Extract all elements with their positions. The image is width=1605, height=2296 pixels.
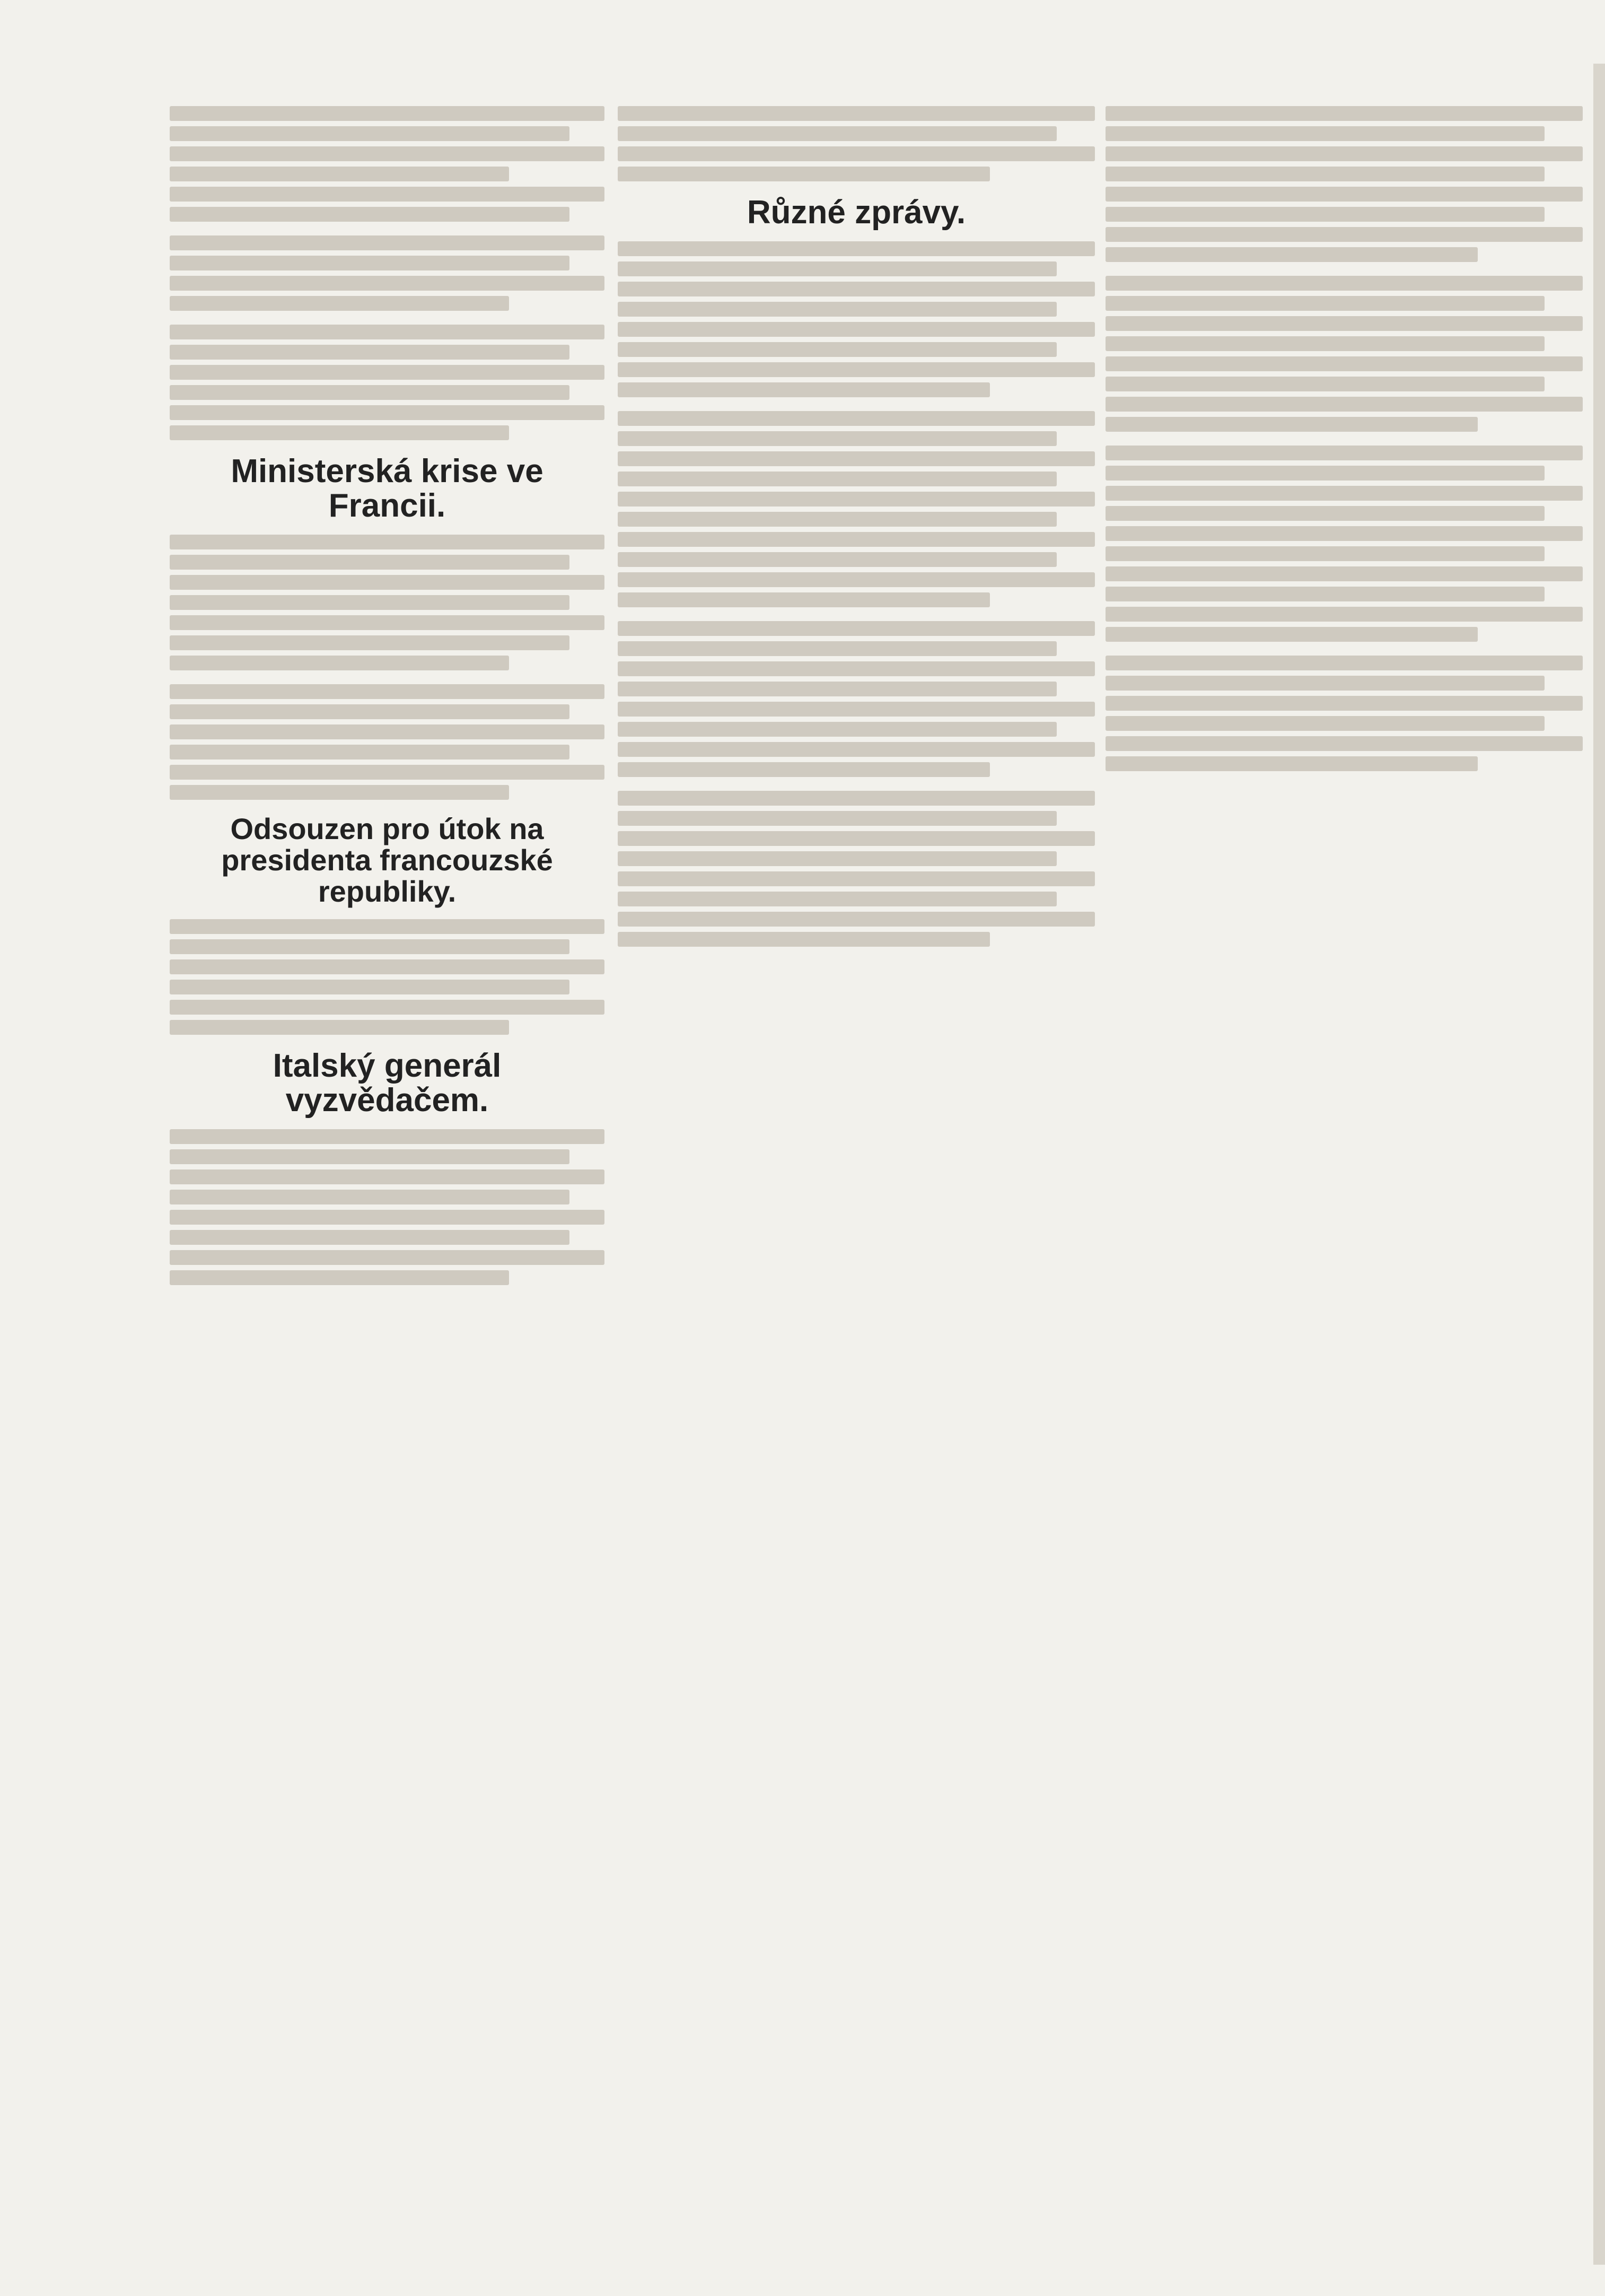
paragraph xyxy=(618,791,1095,947)
paragraph xyxy=(170,535,604,670)
paragraph xyxy=(170,106,604,222)
headline: Ministerská krise ve Francii. xyxy=(231,453,543,525)
page-edge-strip xyxy=(1593,64,1605,2265)
headline: Italský generál vyzvědačem. xyxy=(273,1047,502,1119)
paragraph xyxy=(1106,446,1583,642)
paragraph xyxy=(170,325,604,440)
paragraph xyxy=(618,411,1095,607)
paragraph xyxy=(1106,276,1583,432)
paragraph xyxy=(618,621,1095,777)
paragraph xyxy=(1106,106,1583,262)
paragraph xyxy=(170,684,604,800)
paragraph xyxy=(1106,656,1583,771)
headline: Různé zprávy. xyxy=(747,194,966,231)
column-2 xyxy=(618,101,1095,961)
column-3 xyxy=(1106,101,1583,785)
paragraph xyxy=(170,235,604,311)
paragraph xyxy=(170,1129,604,1285)
column-1 xyxy=(170,101,604,1299)
headline: Odsouzen pro útok na presidenta francouzské republiky. xyxy=(221,812,553,908)
paragraph xyxy=(170,919,604,1035)
paragraph xyxy=(618,241,1095,397)
paragraph xyxy=(618,106,1095,181)
